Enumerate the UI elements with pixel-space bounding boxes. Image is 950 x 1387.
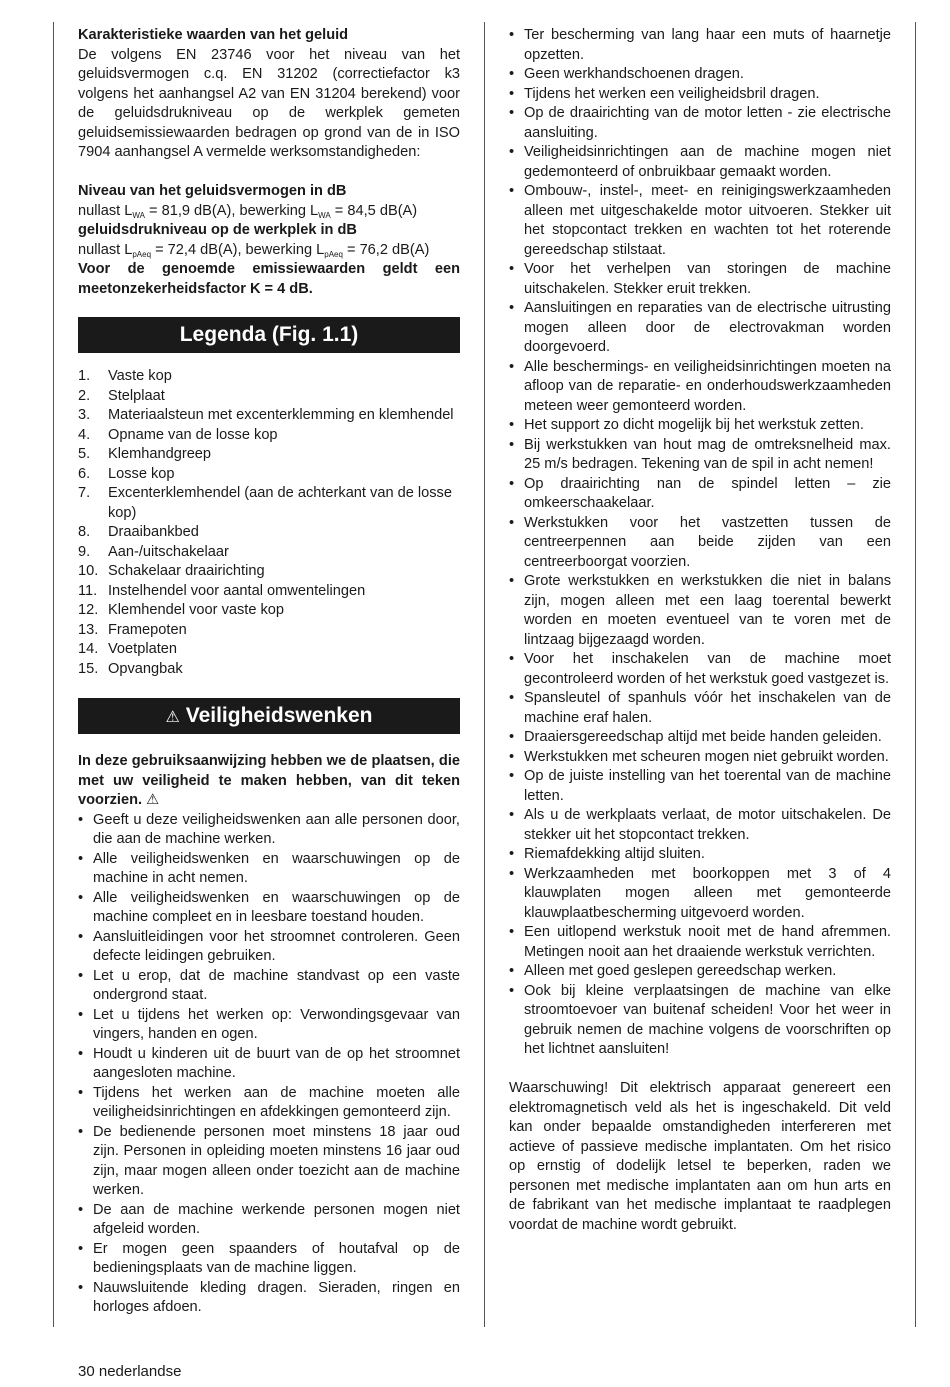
- legend-item-number: 8.: [78, 524, 91, 540]
- safety-item: [509, 806, 891, 845]
- legend-item: [78, 601, 460, 621]
- safety-item: [509, 65, 891, 85]
- bullet-icon: •: [509, 514, 515, 531]
- sound-power-heading: Niveau van het geluidsvermogen in dB: [78, 183, 347, 199]
- safety-item-text: Geen werkhandschoenen dragen.: [524, 66, 744, 82]
- safety-list-left: [78, 811, 460, 1318]
- bullet-icon: •: [509, 475, 515, 492]
- bullet-icon: •: [509, 768, 515, 784]
- safety-item: [509, 358, 891, 417]
- bullet-icon: •: [509, 748, 515, 765]
- safety-item-text: Er mogen geen spaanders of houtafval op de bedieningsplaats van de machine liggen.: [93, 1240, 460, 1276]
- bullet-icon: •: [78, 967, 84, 984]
- legend-item-number: 5.: [78, 446, 91, 462]
- legend-item: [78, 465, 460, 485]
- right-column: [509, 26, 891, 1235]
- legend-item-number: 11.: [78, 582, 98, 599]
- legend-item-number: 3.: [78, 407, 91, 423]
- safety-item-text: Bij werkstukken van hout mag de omtreksnelheid max. 25 m/s bedragen. Tekening van de spil in acht nemen!: [524, 436, 891, 472]
- safety-item-text: Als u de werkplaats verlaat, de motor uitschakelen. De stekker uit het stopcontact trekken.: [524, 807, 891, 843]
- legend-item-number: 4.: [78, 426, 91, 443]
- legend-item: [78, 621, 460, 641]
- legend-item: [78, 562, 460, 582]
- legend-item-text: Voetplaten: [108, 641, 177, 657]
- safety-item: [78, 1201, 460, 1240]
- safety-item: [509, 982, 891, 1060]
- legend-item-text: Materiaalsteun met excenterklemming en klemhendel: [108, 407, 454, 423]
- safety-item-text: Nauwsluitende kleding dragen. Sieraden, ringen en horloges afdoen.: [93, 1279, 460, 1315]
- safety-item: [78, 1123, 460, 1201]
- safety-item: [78, 811, 460, 850]
- safety-item-text: Voor het inschakelen van de machine moet gecontroleerd worden of het werkstuk goed vastgezet is.: [524, 651, 891, 687]
- bullet-icon: •: [509, 261, 515, 277]
- legend-item: [78, 543, 460, 563]
- safety-item-text: Let u tijdens het werken op: Verwondingsgevaar van vingers, handen en ogen.: [93, 1006, 460, 1042]
- safety-item-text: Een uitlopend werkstuk nooit met de hand afremmen. Metingen nooit aan het draaiende werkstuk verrichten.: [524, 924, 891, 960]
- legend-item: [78, 660, 460, 680]
- safety-item: [509, 962, 891, 982]
- bullet-icon: •: [78, 811, 84, 828]
- bullet-icon: •: [78, 1006, 84, 1023]
- safety-item-text: Werkstukken voor het vastzetten tussen de centreerpennen aan beide zijden van een centreerboorgat voorzien.: [524, 514, 891, 570]
- safety-item-text: Houdt u kinderen uit de buurt van de op het stroomnet aangesloten machine.: [93, 1045, 460, 1081]
- safety-item-text: Op de juiste instelling van het toerental van de machine letten.: [524, 768, 891, 804]
- legend-item: [78, 523, 460, 543]
- bullet-icon: •: [509, 183, 515, 199]
- left-column: [78, 26, 460, 1318]
- safety-item: [509, 104, 891, 143]
- safety-banner: [78, 698, 460, 734]
- legend-item-text: Schakelaar draairichting: [108, 563, 265, 579]
- legend-item-number: 13.: [78, 621, 99, 638]
- safety-item: [509, 572, 891, 650]
- safety-item-text: Alle veiligheidswenken en waarschuwingen op de machine compleet en in leesbare toestand houden.: [93, 889, 460, 925]
- safety-item: [509, 436, 891, 475]
- bullet-icon: •: [509, 982, 515, 999]
- safety-item: [78, 850, 460, 889]
- bullet-icon: •: [78, 1123, 84, 1140]
- page-footer: 30 nederlandse: [78, 1363, 182, 1380]
- bullet-icon: •: [509, 963, 515, 979]
- bullet-icon: •: [78, 850, 84, 867]
- legend-item-text: Draaibankbed: [108, 524, 199, 540]
- bullet-icon: •: [78, 889, 84, 906]
- legend-item-number: 10.: [78, 563, 99, 579]
- bullet-icon: •: [78, 928, 84, 945]
- safety-item-text: Ook bij kleine verplaatsingen de machine van elke stroomtoevoer van buitenaf scheiden! Voor het weer in gebruik nemen de machine volgens de voorschriften op het lichtnet aansluiten!: [524, 982, 891, 1057]
- safety-item-text: De aan de machine werkende personen mogen niet afgeleid worden.: [93, 1201, 460, 1237]
- safety-item-text: Geeft u deze veiligheidswenken aan alle personen door, die aan de machine werken.: [93, 811, 460, 847]
- legend-item: [78, 406, 460, 426]
- safety-item: [509, 748, 891, 768]
- safety-item: [78, 889, 460, 928]
- bullet-icon: •: [78, 1279, 84, 1296]
- bullet-icon: •: [509, 358, 515, 375]
- legend-item: [78, 426, 460, 446]
- bullet-icon: •: [509, 436, 515, 453]
- legend-item-number: 2.: [78, 387, 91, 404]
- safety-item-text: Veiligheidsinrichtingen aan de machine mogen niet gedemonteerd of onbruikbaar gemaakt worden.: [524, 144, 891, 180]
- safety-item-text: Alle beschermings- en veiligheidsinrichtingen moeten na afloop van de reparatie- en onderhoudswerkzaamheden meteen weer gemonteerd worden.: [524, 358, 891, 414]
- legend-item: [78, 484, 460, 523]
- bullet-icon: •: [509, 417, 515, 433]
- right-margin-rule: [915, 22, 916, 1327]
- legend-item: [78, 367, 460, 387]
- safety-item: [509, 299, 891, 358]
- safety-item: [509, 650, 891, 689]
- safety-item: [509, 260, 891, 299]
- bullet-icon: •: [509, 807, 515, 823]
- bullet-icon: •: [509, 573, 515, 589]
- bullet-icon: •: [509, 924, 515, 940]
- safety-item: [509, 923, 891, 962]
- legend-item-text: Framepoten: [108, 621, 187, 638]
- safety-item: [509, 689, 891, 728]
- legend-list: [78, 367, 460, 679]
- safety-item: [509, 85, 891, 105]
- column-divider: [484, 22, 485, 1327]
- safety-item: [509, 767, 891, 806]
- legend-item: [78, 387, 460, 407]
- legend-item-text: Vaste kop: [108, 368, 172, 384]
- bullet-icon: •: [509, 865, 515, 882]
- safety-item-text: Aansluitingen en reparaties van de electrische uitrusting mogen alleen door de electrovakman worden doorgevoerd.: [524, 300, 891, 355]
- bullet-icon: •: [509, 729, 515, 745]
- legend-item-text: Aan-/uitschakelaar: [108, 543, 229, 560]
- safety-item-text: Alle veiligheidswenken en waarschuwingen op de machine in acht nemen.: [93, 850, 460, 886]
- bullet-icon: •: [509, 846, 515, 862]
- legend-item-number: 6.: [78, 465, 91, 482]
- bullet-icon: •: [509, 85, 515, 102]
- safety-item-text: Tijdens het werken aan de machine moeten alle veiligheidsinrichtingen en afdekkingen gemonteerd zijn.: [93, 1084, 460, 1120]
- legend-item-number: 15.: [78, 660, 99, 677]
- bullet-icon: •: [78, 1240, 84, 1257]
- safety-item: [78, 1240, 460, 1279]
- legend-item: [78, 445, 460, 465]
- safety-list-right: [509, 26, 891, 1060]
- safety-item-text: Het support zo dicht mogelijk bij het werkstuk zetten.: [524, 417, 864, 433]
- safety-item-text: Aansluitleidingen voor het stroomnet controleren. Geen defecte leidingen gebruiken.: [93, 928, 460, 964]
- safety-item: [78, 1045, 460, 1084]
- safety-item: [509, 475, 891, 514]
- safety-item-text: Tijdens het werken een veiligheidsbril dragen.: [524, 85, 820, 102]
- sound-heading: Karakteristieke waarden van het geluid: [78, 27, 349, 43]
- bullet-icon: •: [509, 66, 515, 82]
- legend-item-text: Excenterklemhendel (aan de achterkant van de losse kop): [108, 485, 452, 521]
- safety-intro: In deze gebruiksaanwijzing hebben we de plaatsen, die met uw veiligheid te maken hebben, van dit teken voorzien. ⚠: [78, 753, 460, 808]
- safety-item-text: Op draairichting nan de spindel letten – zie omkeerschaakelaar.: [524, 475, 891, 511]
- safety-item: [509, 845, 891, 865]
- safety-item: [78, 928, 460, 967]
- bullet-icon: •: [78, 1045, 84, 1062]
- warning-triangle-icon: ⚠: [165, 709, 180, 726]
- safety-item: [78, 967, 460, 1006]
- bullet-icon: •: [509, 27, 515, 43]
- legend-banner: Legenda (Fig. 1.1): [78, 317, 460, 353]
- legend-item-number: 1.: [78, 368, 91, 384]
- sound-power-line: nullast $L_{WA} = 81,9$ dB(A), bewerking $L_{WA} = 84,5$ dB(A): [78, 202, 418, 220]
- safety-item-text: Op de draairichting van de motor letten - zie electrische aansluiting.: [524, 105, 891, 141]
- bullet-icon: •: [509, 651, 515, 667]
- safety-item-text: Werkstukken met scheuren mogen niet gebruikt worden.: [524, 748, 889, 765]
- sound-pressure-heading: geluidsdrukniveau op de werkplek in dB: [78, 222, 357, 238]
- legend-item-text: Instelhendel voor aantal omwentelingen: [108, 582, 366, 599]
- bullet-icon: •: [78, 1201, 84, 1218]
- legend-item-text: Opname van de losse kop: [108, 426, 278, 443]
- safety-item-text: Ombouw-, instel-, meet- en reinigingswerkzaamheden alleen met uitgeschakelde motor uitvoeren. Stekker uit het stopcontact trekken en wachten tot het roterende gereedschap stilstaat.: [524, 183, 891, 258]
- legend-item-text: Klemhendel voor vaste kop: [108, 602, 285, 618]
- safety-item: [78, 1006, 460, 1045]
- safety-item-text: Draaiersgereedschap altijd met beide handen geleiden.: [524, 729, 882, 745]
- safety-item: [509, 865, 891, 924]
- sound-uncertainty: Voor de genoemde emissiewaarden geldt een meetonzekerheidsfactor K = 4 dB.: [78, 261, 460, 297]
- left-margin-rule: [53, 22, 54, 1327]
- safety-item: [509, 728, 891, 748]
- legend-item-text: Klemhandgreep: [108, 446, 212, 462]
- safety-item-text: Voor het verhelpen van storingen de machine uitschakelen. Stekker eruit trekken.: [524, 261, 891, 297]
- safety-item: [78, 1084, 460, 1123]
- bullet-icon: •: [509, 690, 515, 706]
- sound-intro: De volgens EN 23746 voor het niveau van het geluidsvermogen c.q. EN 31202 (correctiefactor k3 volgens het aanhangsel A2 van EN 31204 berekend) voor de geluidsdrukniveau op de werkplek gemeten geluidsemissiewaarden bedragen op grond van de in ISO 7904 aanhangsel A vermelde werksomstandigheden:: [78, 46, 460, 160]
- legend-item: [78, 640, 460, 660]
- emf-warning: Waarschuwing! Dit elektrisch apparaat genereert een elektromagnetisch veld als het is ingeschakeld. Dit veld kan onder bepaalde omstandigheden interfereren met actieve of passieve medische implantaten. Om het risico op ernstig of dodelijk letsel te beperken, raden we personen met medische implantaten aan om hun arts en de fabrikant van het medische implantaat te raadplegen voordat de machine wordt gebruikt.: [509, 1080, 891, 1233]
- safety-item: [509, 514, 891, 573]
- legend-item-number: 7.: [78, 485, 91, 501]
- safety-item: [509, 26, 891, 65]
- legend-item-text: Opvangbak: [108, 660, 183, 677]
- safety-item-text: Let u erop, dat de machine standvast op een vaste ondergrond staat.: [93, 967, 460, 1003]
- legend-item-number: 12.: [78, 602, 99, 618]
- safety-title: Veiligheidswenken: [185, 704, 373, 727]
- bullet-icon: •: [509, 105, 515, 121]
- safety-item: [509, 143, 891, 182]
- safety-item-text: De bedienende personen moet minstens 18 jaar oud zijn. Personen in opleiding moeten minstens 16 jaar oud zijn, maar mogen alleen onder toezicht aan de machine werken.: [93, 1123, 460, 1198]
- safety-item-text: Werkzaamheden met boorkoppen met 3 of 4 klauwplaten mogen alleen met gemonteerde klauwplaatbescherming uitgevoerd worden.: [524, 865, 891, 921]
- legend-item-text: Stelplaat: [108, 387, 165, 404]
- legend-item-number: 14.: [78, 641, 99, 657]
- warning-triangle-icon: ⚠: [146, 792, 160, 808]
- legend-item: [78, 582, 460, 602]
- safety-item-text: Alleen met goed geslepen gereedschap werken.: [524, 963, 837, 979]
- legend-item-text: Losse kop: [108, 465, 175, 482]
- safety-item: [509, 182, 891, 260]
- bullet-icon: •: [509, 144, 515, 160]
- bullet-icon: •: [78, 1084, 84, 1101]
- safety-item: [78, 1279, 460, 1318]
- safety-item-text: Ter bescherming van lang haar een muts of haarnetje opzetten.: [524, 27, 891, 63]
- legend-item-number: 9.: [78, 543, 91, 560]
- sound-pressure-line: nullast $L_{pAeq} = 72,4$ dB(A), bewerking $L_{pAeq} = 76,2$ dB(A): [78, 241, 430, 259]
- bullet-icon: •: [509, 300, 515, 316]
- safety-item-text: Spansleutel of spanhuls vóór het inschakelen van de machine eraf halen.: [524, 690, 891, 726]
- safety-item-text: Grote werkstukken en werkstukken die niet in balans zijn, mogen alleen met een laag toerental bewerkt worden en moeten eventueel van te voren met de lintzaag bijgezaagd worden.: [524, 573, 891, 648]
- safety-item: [509, 416, 891, 436]
- safety-item-text: Riemafdekking altijd sluiten.: [524, 846, 705, 862]
